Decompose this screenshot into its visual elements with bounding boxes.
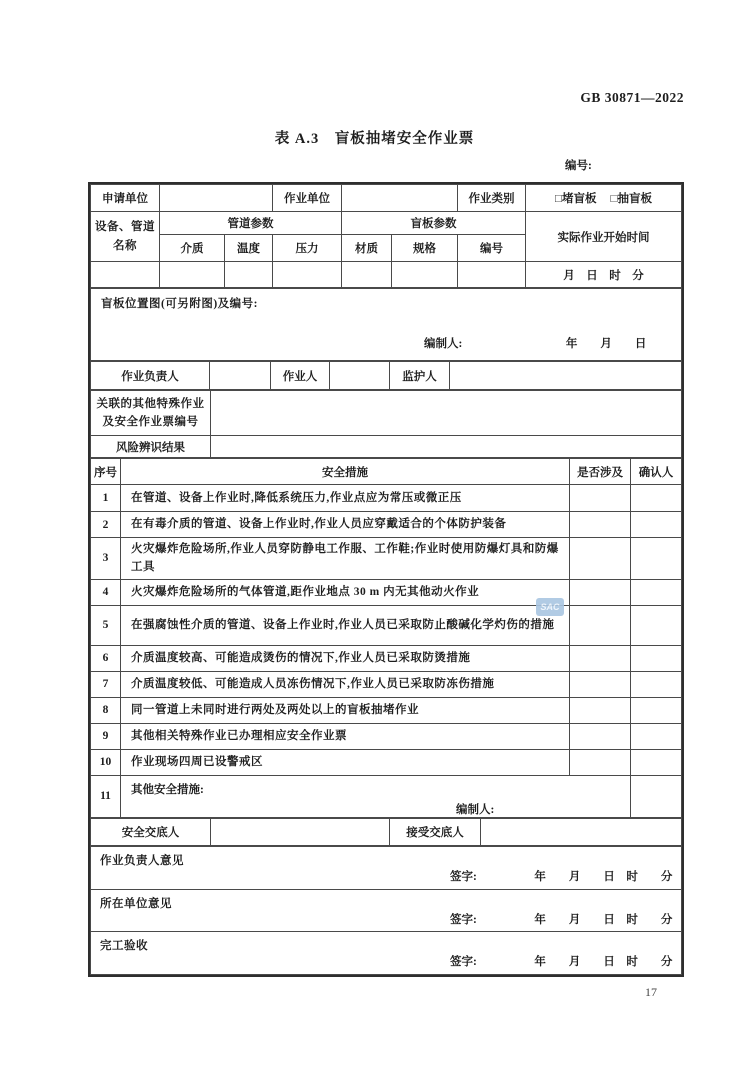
medium-header: 介质 xyxy=(160,235,225,262)
pressure-header: 压力 xyxy=(273,235,342,262)
confirm-cell xyxy=(631,697,682,723)
measure-text: 介质温度较低、可能造成人员冻伤情况下,作业人员已采取防冻伤措施 xyxy=(121,671,570,697)
measures-table xyxy=(90,458,682,818)
material-header: 材质 xyxy=(342,235,392,262)
actual-start-time-header: 实际作业开始时间 xyxy=(526,212,682,262)
measure-row xyxy=(91,645,682,671)
standard-code: GB 30871—2022 xyxy=(580,90,684,105)
involved-cell xyxy=(570,579,631,605)
document-title: 表 A.3 盲板抽堵安全作业票 xyxy=(274,131,475,147)
apply-unit-value xyxy=(160,185,273,212)
measure-row xyxy=(91,749,682,775)
temperature-header: 温度 xyxy=(225,235,273,262)
involved-cell xyxy=(570,671,631,697)
guardian-label: 监护人 xyxy=(390,362,450,390)
device-pipe-name-label: 设备、管道名称 xyxy=(91,212,160,262)
measure-row xyxy=(91,485,682,512)
measure-no: 3 xyxy=(91,538,121,580)
work-category-label: 作业类别 xyxy=(458,185,526,212)
measure-no: 10 xyxy=(91,749,121,775)
other-measures-label: 其他安全措施: xyxy=(131,783,204,796)
confirm-cell xyxy=(631,485,682,512)
work-category-options xyxy=(526,185,682,212)
measure-row xyxy=(91,579,682,605)
opinion-row xyxy=(91,889,682,931)
completion-acceptance-cell xyxy=(91,931,682,974)
work-leader-value xyxy=(210,362,271,390)
measure-text: 火灾爆炸危险场所的气体管道,距作业地点 30 m 内无其他动火作业 xyxy=(121,579,570,605)
material-value xyxy=(342,262,392,288)
measure-no: 1 xyxy=(91,485,121,512)
blind-position-cell xyxy=(91,289,682,361)
work-unit-label: 作业单位 xyxy=(273,185,342,212)
opinion-row xyxy=(91,931,682,974)
measure-row xyxy=(91,538,682,580)
pressure-value xyxy=(273,262,342,288)
measure-row xyxy=(91,671,682,697)
opinion-label: 完工验收 xyxy=(100,940,148,953)
involved-cell xyxy=(570,723,631,749)
form-number-label: 编号: xyxy=(565,160,592,172)
involved-cell xyxy=(570,512,631,538)
related-risk-section xyxy=(90,390,682,458)
confirm-cell xyxy=(631,671,682,697)
measures-preparer-line: 编制人: xyxy=(456,803,495,816)
measures-header: 安全措施 xyxy=(121,459,570,485)
measure-text: 同一管道上未同时进行两处及两处以上的盲板抽堵作业 xyxy=(121,697,570,723)
measure-text: 在有毒介质的管道、设备上作业时,作业人员应穿戴适合的个体防护装备 xyxy=(121,512,570,538)
opinion-label: 所在单位意见 xyxy=(100,897,172,910)
leader-opinion-cell xyxy=(91,846,682,889)
opinion-label: 作业负责人意见 xyxy=(100,855,184,868)
confirm-cell xyxy=(631,512,682,538)
measure-no: 2 xyxy=(91,512,121,538)
briefing-receiver-label: 接受交底人 xyxy=(390,818,481,845)
risk-result-value xyxy=(211,436,682,458)
guardian-value xyxy=(450,362,682,390)
page-number: 17 xyxy=(645,985,657,999)
worker-value xyxy=(330,362,390,390)
worker-label: 作业人 xyxy=(271,362,330,390)
measure-row xyxy=(91,512,682,538)
involved-cell xyxy=(570,485,631,512)
related-work-label: 关联的其他特殊作业及安全作业票编号 xyxy=(91,391,211,436)
involved-cell xyxy=(570,749,631,775)
pipe-params-header: 管道参数 xyxy=(160,212,342,235)
measure-no: 11 xyxy=(91,775,121,817)
spec-value xyxy=(392,262,458,288)
blind-position-section xyxy=(90,288,682,361)
signature-line: 签字: 年 月 日 时 分 xyxy=(450,871,673,884)
device-name-value xyxy=(91,262,160,288)
measure-text: 在管道、设备上作业时,降低系统压力,作业点应为常压或微正压 xyxy=(121,485,570,512)
blind-params-header: 盲板参数 xyxy=(342,212,526,235)
measure-text: 其他相关特殊作业已办理相应安全作业票 xyxy=(121,723,570,749)
briefing-giver-value xyxy=(211,818,390,845)
form-table xyxy=(88,182,684,977)
measure-no: 5 xyxy=(91,605,121,645)
measure-no: 8 xyxy=(91,697,121,723)
position-preparer-line: 编制人: 年 月 日 xyxy=(424,338,647,350)
unit-opinion-cell xyxy=(91,889,682,931)
persons-row xyxy=(90,361,682,390)
measure-row xyxy=(91,775,682,817)
work-leader-label: 作业负责人 xyxy=(91,362,210,390)
temperature-value xyxy=(225,262,273,288)
confirm-header: 确认人 xyxy=(631,459,682,485)
briefing-receiver-value xyxy=(481,818,682,845)
checkbox-plug-blind-option: □堵盲板 xyxy=(555,193,597,205)
apply-unit-label: 申请单位 xyxy=(91,185,160,212)
opinion-row xyxy=(91,846,682,889)
signature-line: 签字: 年 月 日 时 分 xyxy=(450,913,673,926)
top-section-table xyxy=(90,184,682,288)
measure-no: 9 xyxy=(91,723,121,749)
related-work-value xyxy=(211,391,682,436)
start-time-fill: 月 日 时 分 xyxy=(526,262,682,288)
involved-cell xyxy=(570,605,631,645)
involved-header: 是否涉及 xyxy=(570,459,631,485)
confirm-cell xyxy=(631,749,682,775)
medium-value xyxy=(160,262,225,288)
opinions-section xyxy=(90,846,682,975)
measure-no: 7 xyxy=(91,671,121,697)
spec-header: 规格 xyxy=(392,235,458,262)
measure-no: 4 xyxy=(91,579,121,605)
blind-number-value xyxy=(458,262,526,288)
measure-text: 作业现场四周已设警戒区 xyxy=(121,749,570,775)
confirm-cell xyxy=(631,775,682,817)
blind-number-header: 编号 xyxy=(458,235,526,262)
measure-row xyxy=(91,605,682,645)
blind-position-label: 盲板位置图(可另附图)及编号: xyxy=(101,298,258,310)
involved-cell xyxy=(570,697,631,723)
briefing-row xyxy=(90,818,682,846)
confirm-cell xyxy=(631,538,682,580)
measure-text: 介质温度较高、可能造成烫伤的情况下,作业人员已采取防烫措施 xyxy=(121,645,570,671)
sac-watermark: SAC xyxy=(536,598,564,616)
confirm-cell xyxy=(631,645,682,671)
work-unit-value xyxy=(342,185,458,212)
checkbox-extract-blind-option: □抽盲板 xyxy=(610,193,652,205)
measure-row xyxy=(91,697,682,723)
confirm-cell xyxy=(631,723,682,749)
other-measures-cell xyxy=(121,775,631,817)
measure-text: 火灾爆炸危险场所,作业人员穿防静电工作服、工作鞋;作业时使用防爆灯具和防爆工具 xyxy=(121,538,570,580)
briefing-giver-label: 安全交底人 xyxy=(91,818,211,845)
confirm-cell xyxy=(631,605,682,645)
involved-cell xyxy=(570,538,631,580)
signature-line: 签字: 年 月 日 时 分 xyxy=(450,956,673,969)
measure-row xyxy=(91,723,682,749)
measure-no: 6 xyxy=(91,645,121,671)
confirm-cell xyxy=(631,579,682,605)
seq-header: 序号 xyxy=(91,459,121,485)
risk-result-label: 风险辨识结果 xyxy=(91,436,211,458)
measure-text: 在强腐蚀性介质的管道、设备上作业时,作业人员已采取防止酸碱化学灼伤的措施 xyxy=(121,605,570,645)
involved-cell xyxy=(570,645,631,671)
